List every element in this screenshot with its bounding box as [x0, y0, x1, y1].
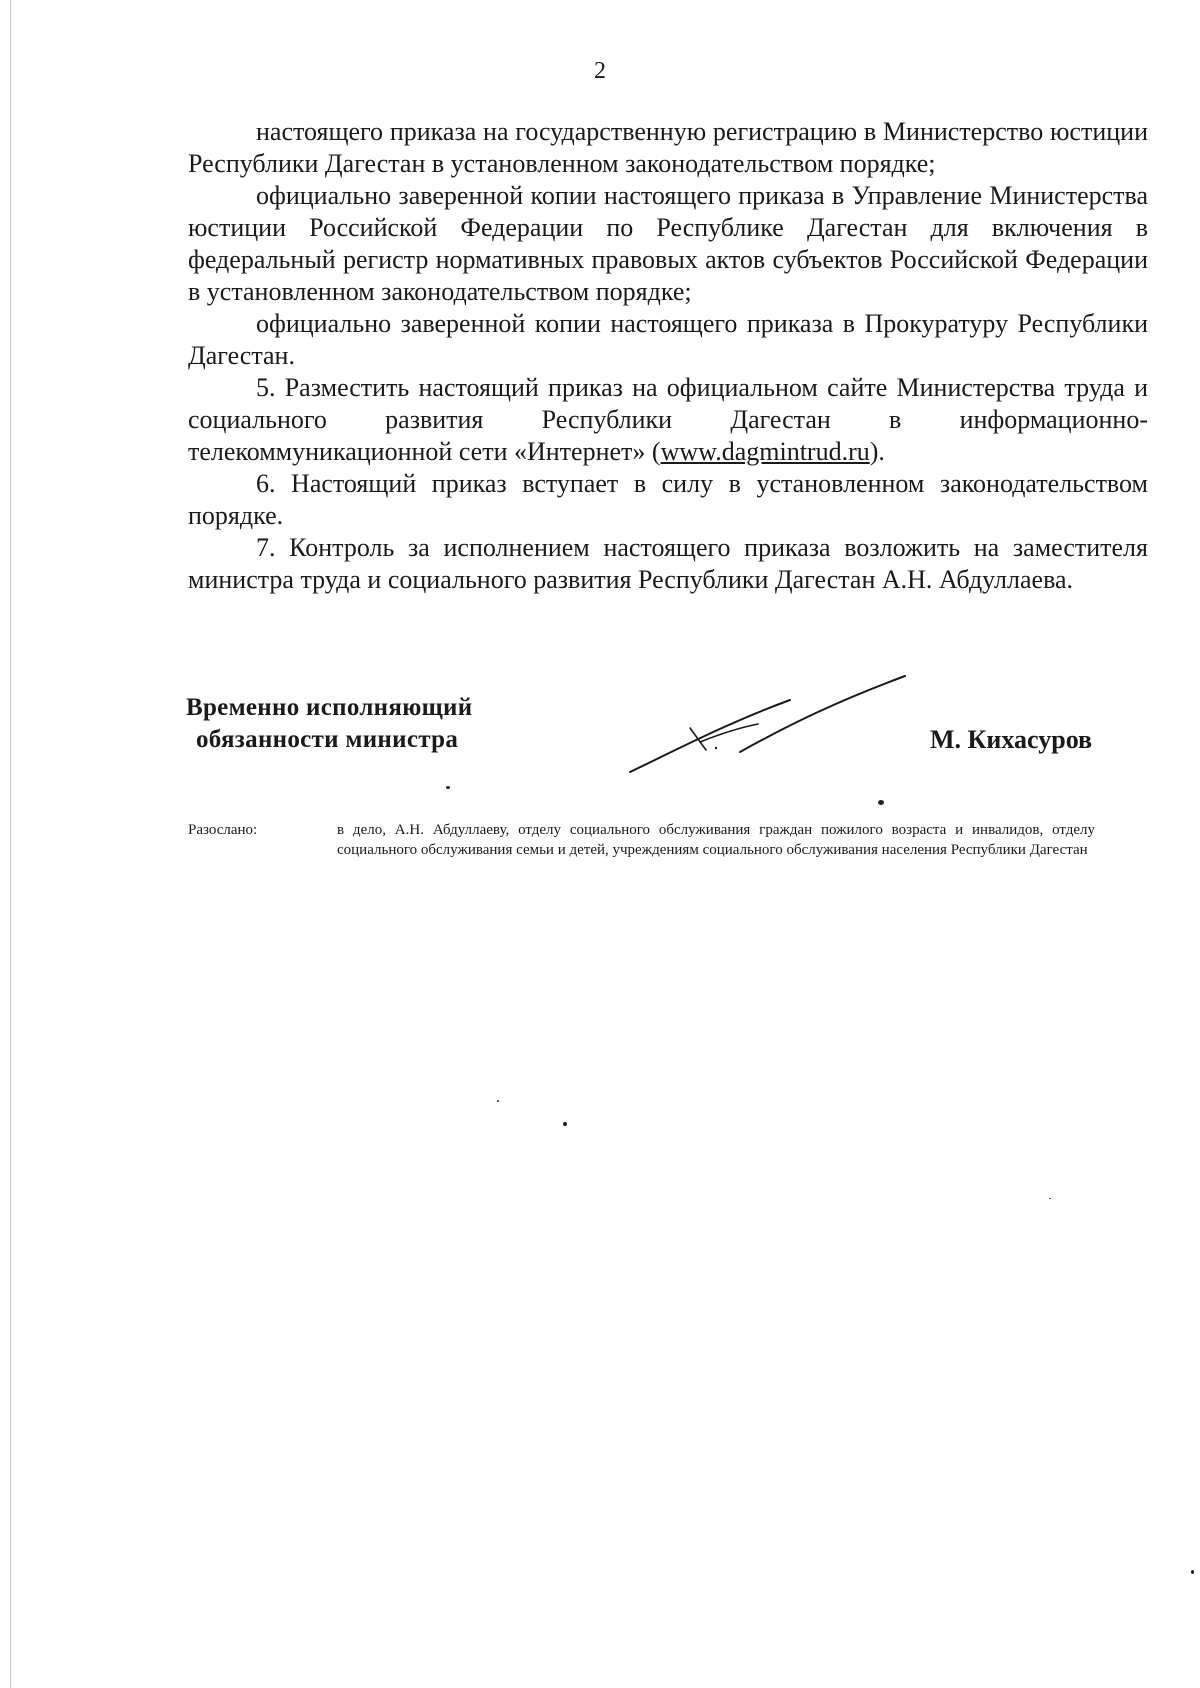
- scan-speck: [1049, 1198, 1051, 1199]
- paragraph-federal-register: официально заверенной копии настоящего приказа в Управление Министерства юстиции Российской Федерации по Республике Дагестан для включения в федеральный регистр нормативных правовых актов субъектов Российской Федерации в установленном законодательством порядке;: [188, 181, 1148, 306]
- handwritten-signature: [620, 660, 920, 780]
- paragraph-item-6: 6. Настоящий приказ вступает в силу в установленном законодательством порядке.: [188, 469, 1148, 530]
- signer-name: М. Кихасуров: [930, 725, 1093, 754]
- scan-speck: [1191, 1570, 1194, 1574]
- signatory-title-line2: обязанности министра: [196, 726, 459, 753]
- distribution-label: Разослано:: [188, 822, 258, 838]
- page-number: 2: [594, 58, 606, 84]
- paragraph-item-5: [188, 372, 1148, 468]
- document-body: [188, 116, 1148, 596]
- signatory-title-line1: Временно исполняющий: [186, 694, 473, 721]
- paragraph-item-7: 7. Контроль за исполнением настоящего приказа возложить на заместителя министра труда и социального развития Республики Дагестан А.Н. Абдуллаева.: [188, 533, 1148, 594]
- paragraph-prosecutor: официально заверенной копии настоящего приказа в Прокуратуру Республики Дагестан.: [188, 309, 1148, 370]
- scan-edge-line: [10, 0, 11, 1688]
- scan-speck: [497, 1100, 499, 1102]
- paragraph-justice-registration: настоящего приказа на государственную регистрацию в Министерство юстиции Республики Дагестан в установленном законодательством порядке;: [188, 117, 1148, 178]
- signatory-title: [186, 692, 472, 756]
- distribution-list: в дело, А.Н. Абдуллаеву, отделу социального обслуживания граждан пожилого возраста и инвалидов, отделу социального обслуживания семьи и детей, учреждениям социального обслуживания населения Республики Дагестан: [337, 822, 1095, 858]
- scan-speck: [446, 786, 450, 789]
- website-link[interactable]: www.dagmintrud.ru: [660, 437, 870, 466]
- scan-speck: [878, 800, 884, 805]
- item-5-end: ).: [869, 437, 885, 466]
- item-5-text: 5. Разместить настоящий приказ на официальном сайте Министерства труда и социального развития Республики Дагестан в информационно-телекоммуникационной сети «Интернет» (: [188, 373, 1148, 466]
- scan-speck: [563, 1122, 567, 1126]
